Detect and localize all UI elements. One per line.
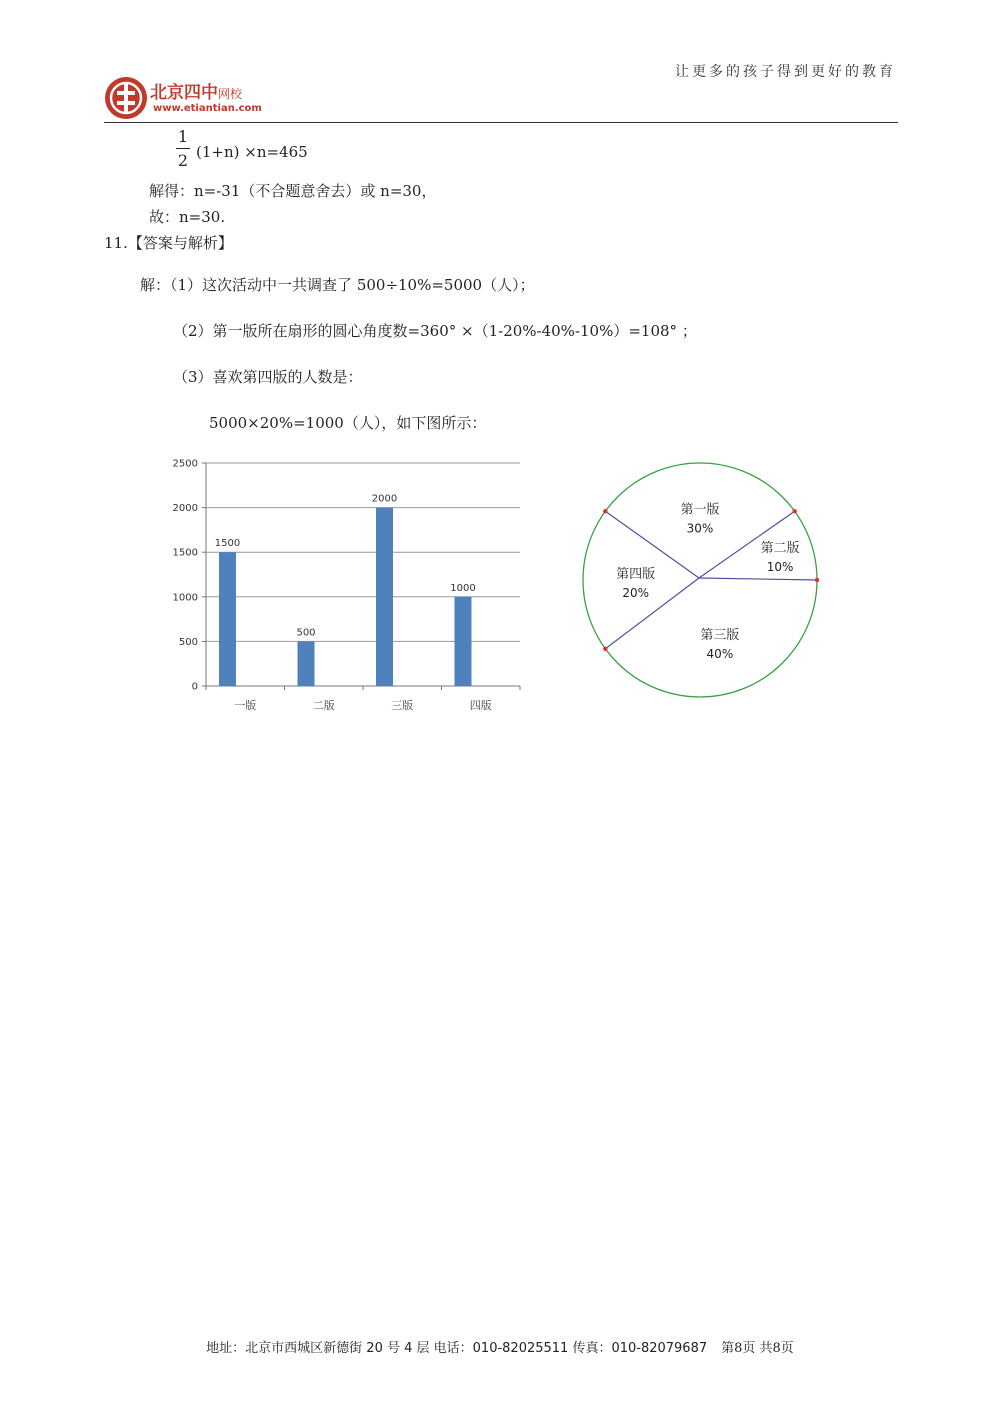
x-category-label: 四版 bbox=[469, 699, 492, 712]
y-tick-label: 500 bbox=[178, 636, 198, 648]
pie-boundary-point bbox=[603, 647, 607, 651]
fraction-denominator: 2 bbox=[177, 151, 189, 170]
fraction-bar bbox=[176, 148, 190, 149]
pie-boundary-point bbox=[603, 509, 607, 513]
pie-chart bbox=[575, 455, 825, 705]
solution-line-2: 故：n=30. bbox=[149, 208, 226, 226]
footer-address: 地址：北京市西城区新德街 20 号 4 层 电话：010-82025511 传真：010-82079687 bbox=[206, 1341, 708, 1356]
data-label: 1500 bbox=[214, 538, 241, 550]
logo-school-name: 北京四中 bbox=[150, 83, 218, 103]
answer-part-1: 解：（1）这次活动中一共调查了 500÷10%=5000（人）； bbox=[140, 276, 535, 294]
pie-boundary-point bbox=[792, 509, 796, 513]
pie-slice-label: 第一版 bbox=[680, 502, 720, 518]
data-label: 500 bbox=[296, 627, 316, 639]
pie-slice-value: 20% bbox=[622, 586, 649, 600]
solution-line-1: 解得：n=-31（不合题意舍去）或 n=30， bbox=[149, 182, 437, 200]
fraction-one-half bbox=[176, 127, 190, 170]
x-category-label: 一版 bbox=[234, 699, 257, 712]
pie-slice-value: 40% bbox=[706, 647, 734, 662]
y-tick-label: 2500 bbox=[172, 458, 198, 470]
pie-slice-boundary bbox=[699, 578, 817, 580]
bar bbox=[298, 641, 315, 686]
pie-boundary-point bbox=[815, 578, 819, 582]
logo-suffix: 网校 bbox=[218, 87, 243, 101]
fraction-numerator: 1 bbox=[177, 127, 189, 146]
bar-chart bbox=[160, 450, 530, 720]
y-tick-label: 0 bbox=[191, 681, 198, 693]
pie-slice-label: 第三版 bbox=[700, 628, 740, 644]
equation-rest: (1+n) ×n=465 bbox=[196, 143, 308, 161]
page-number: 第8页 共8页 bbox=[721, 1341, 794, 1356]
x-category-label: 二版 bbox=[312, 699, 335, 712]
answer-part-3-calc: 5000×20%=1000（人），如下图所示： bbox=[209, 414, 487, 432]
y-tick-label: 1500 bbox=[172, 547, 198, 559]
footer bbox=[0, 1337, 1000, 1356]
x-category-label: 三版 bbox=[391, 699, 414, 712]
pie-slice-value: 30% bbox=[686, 521, 714, 536]
answer-part-3: （3）喜欢第四版的人数是： bbox=[173, 368, 363, 386]
header-divider bbox=[104, 122, 898, 123]
pie-slice-value: 10% bbox=[766, 559, 794, 574]
answer-part-2: （2）第一版所在扇形的圆心角度数=360° ×（1-20%-40%-10%）=108° ； bbox=[173, 322, 697, 340]
y-tick-label: 2000 bbox=[172, 503, 198, 515]
data-label: 1000 bbox=[450, 582, 476, 594]
y-tick-label: 1000 bbox=[172, 592, 198, 604]
bar bbox=[376, 508, 393, 686]
logo-name bbox=[150, 78, 242, 103]
pie-slice-label: 第二版 bbox=[760, 540, 800, 556]
bar bbox=[219, 552, 236, 686]
question-11-heading: 11.【答案与解析】 bbox=[104, 234, 233, 252]
pie-slice-boundary bbox=[605, 578, 699, 649]
logo-url: www.etiantian.com bbox=[153, 103, 262, 114]
pie-slice-label: 第四版 bbox=[616, 567, 656, 582]
header-slogan: 让更多的孩子得到更好的教育 bbox=[675, 64, 896, 80]
data-label: 2000 bbox=[371, 493, 398, 505]
bar bbox=[455, 597, 472, 686]
